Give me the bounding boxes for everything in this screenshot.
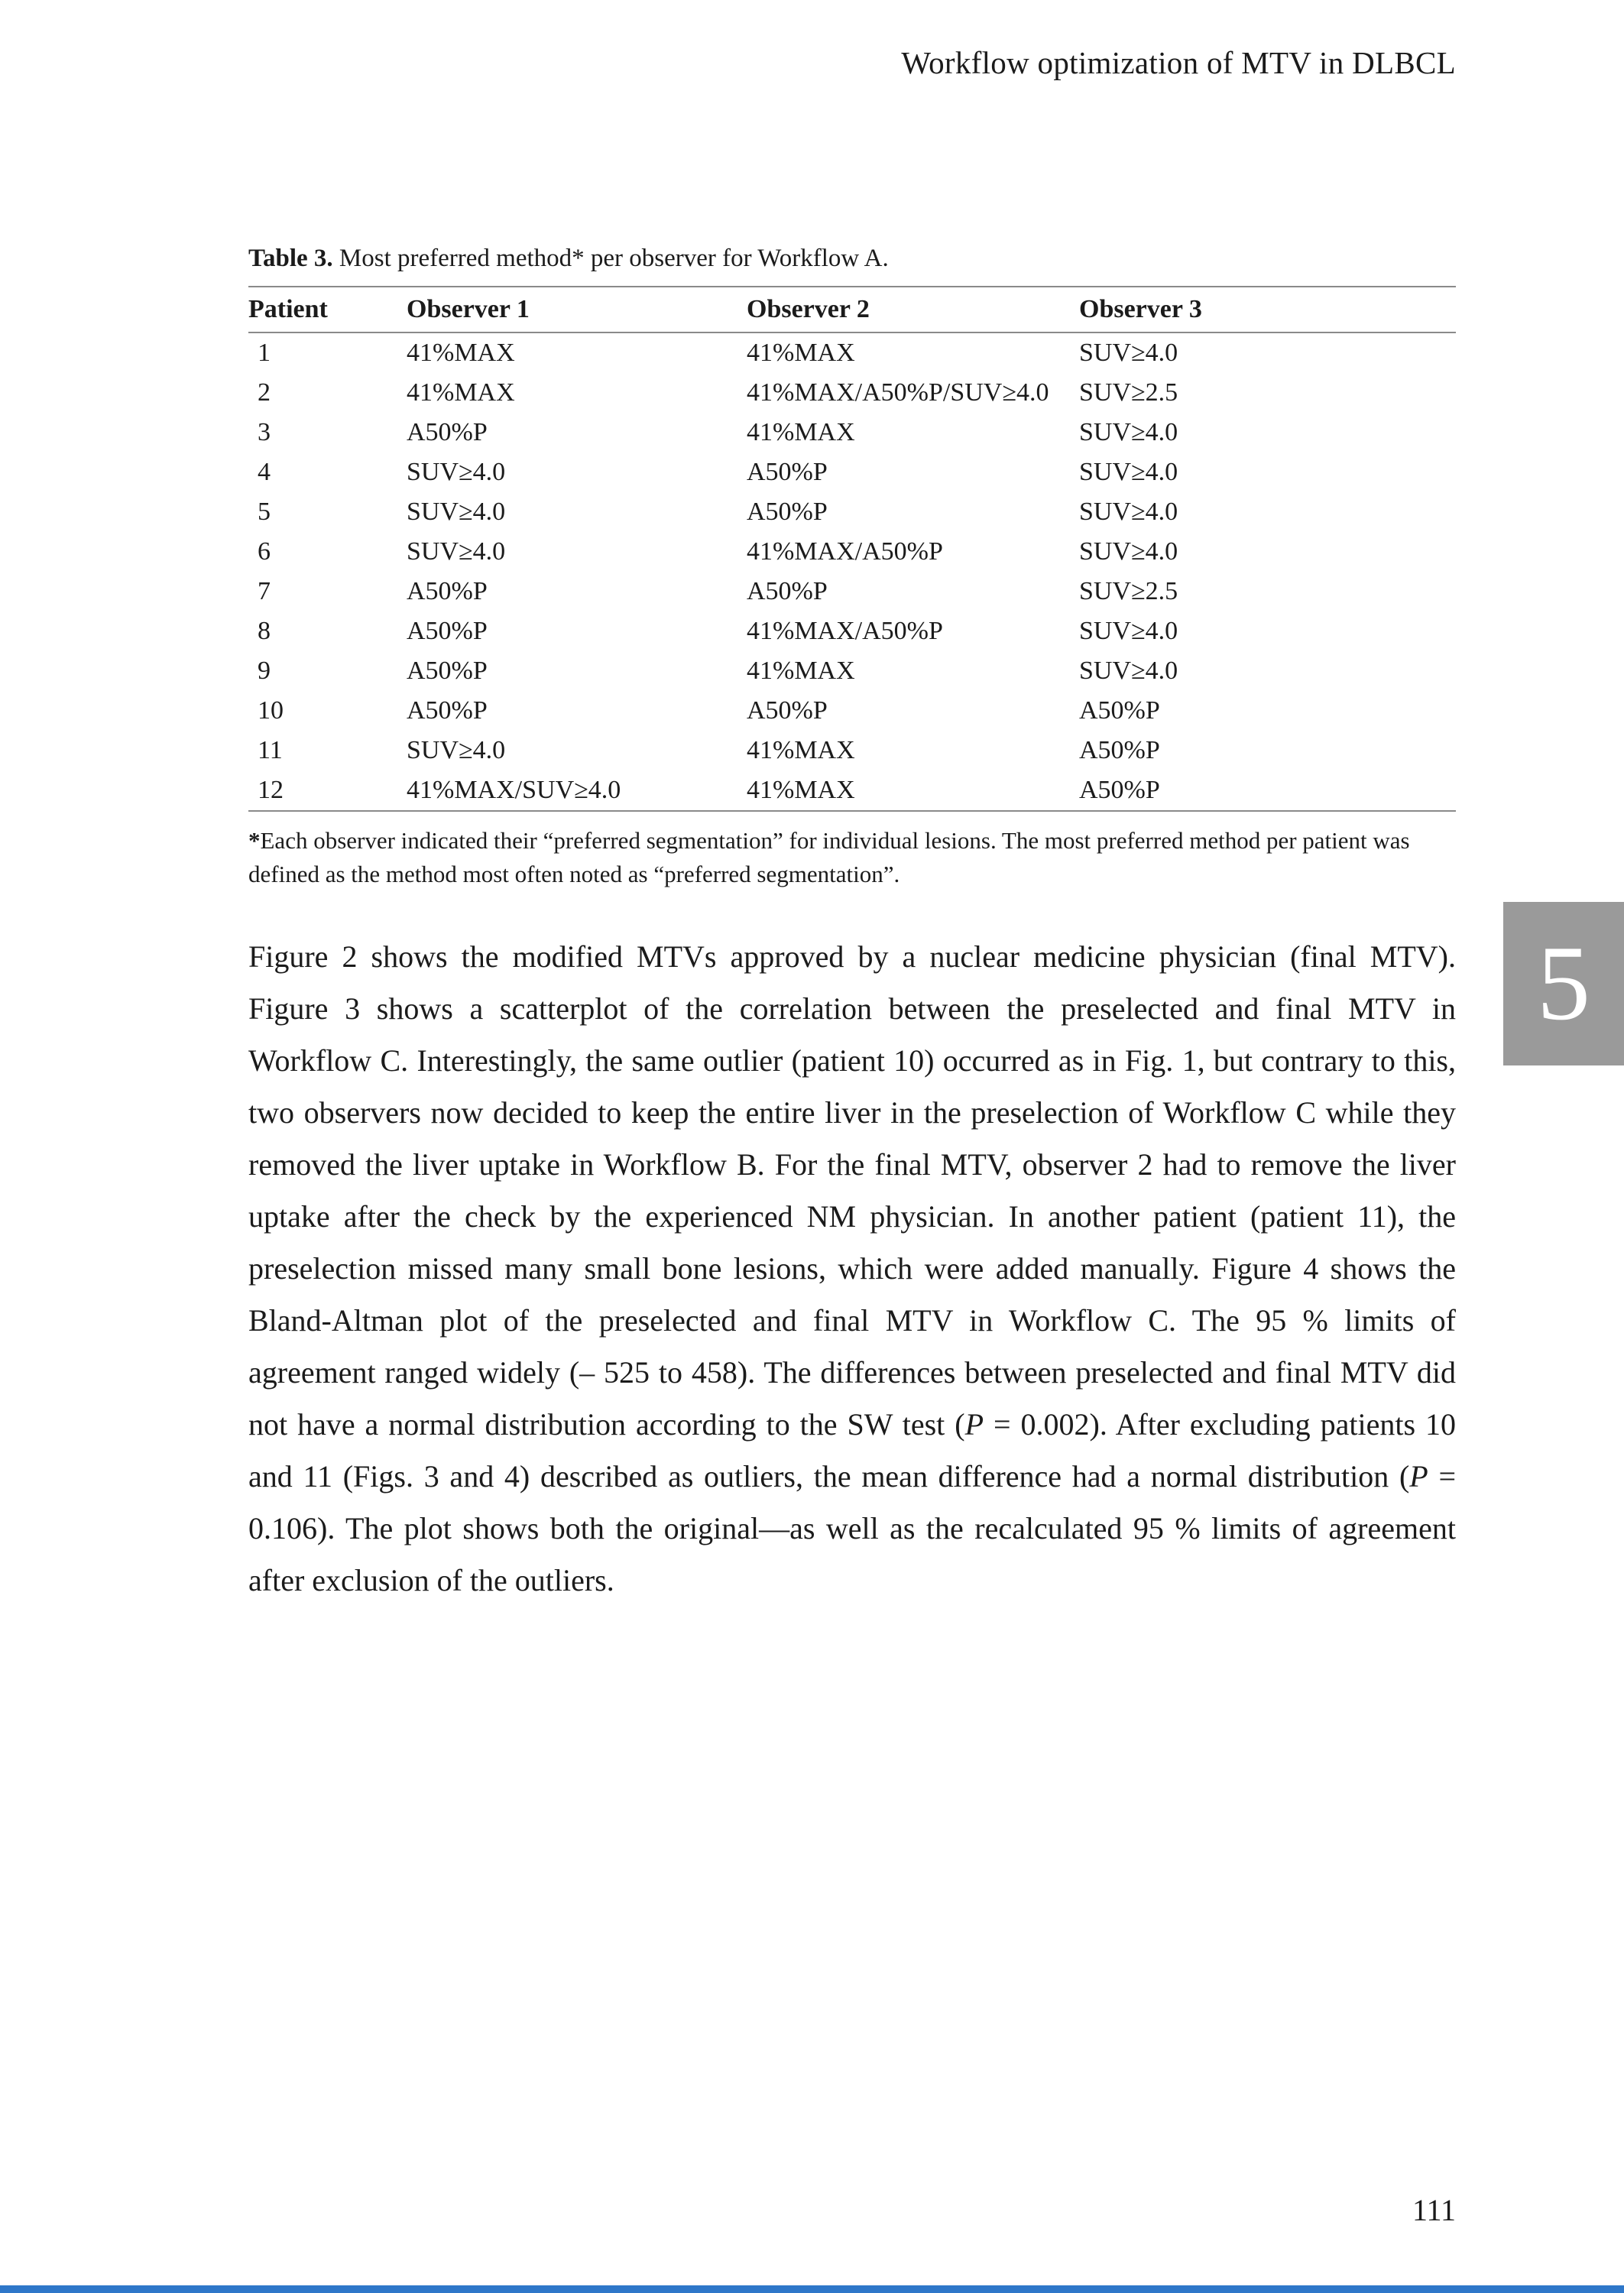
paragraph-text: = 0.002). After excluding patients 10 and 11 (Figs. 3 and 4) described as outliers, the mean difference had a normal distribution ( [248, 1407, 1457, 1494]
table-cell: 41%MAX/A50%P [747, 537, 943, 566]
table-cell: 6 [258, 537, 271, 566]
table-row [248, 413, 1456, 452]
table-row [248, 492, 1456, 532]
paragraph-text: = 0.106). The plot shows both the original—as well as the recalculated 95 % limits of agreement after exclusion of the outliers. [248, 1459, 1457, 1597]
table-row [248, 373, 1456, 413]
table-cell: SUV≥4.0 [1079, 458, 1178, 486]
table-cell: SUV≥4.0 [407, 537, 506, 566]
table-cell: 7 [258, 577, 271, 605]
table-cell: 11 [258, 736, 283, 764]
table-cell: 41%MAX [747, 776, 855, 804]
table-cell: 41%MAX/A50%P [747, 617, 943, 645]
running-header: Workflow optimization of MTV in DLBCL [901, 45, 1456, 80]
table-row [248, 532, 1456, 572]
table-cell: 41%MAX [747, 657, 855, 685]
table-cell: A50%P [1079, 736, 1160, 764]
column-header: Observer 3 [1079, 295, 1202, 323]
table-cell: SUV≥2.5 [1079, 378, 1178, 407]
italic-text: P [1409, 1459, 1428, 1494]
table-cell: 8 [258, 617, 271, 645]
table-cell: SUV≥4.0 [1079, 537, 1178, 566]
column-header: Patient [248, 295, 328, 323]
table-cell: A50%P [747, 696, 828, 725]
table-row [248, 651, 1456, 691]
table-cell: 41%MAX [407, 339, 515, 367]
page-number: 111 [1412, 2193, 1456, 2227]
table-row [248, 332, 1456, 373]
footnote-marker: * [248, 827, 261, 854]
table-cell: 3 [258, 418, 271, 446]
table-row [248, 770, 1456, 811]
table-cell: SUV≥4.0 [407, 458, 506, 486]
table-cell: SUV≥4.0 [1079, 418, 1178, 446]
table-cell: SUV≥4.0 [1079, 498, 1178, 526]
table-cell: 4 [258, 458, 271, 486]
table-cell: SUV≥4.0 [1079, 617, 1178, 645]
table-cell: 5 [258, 498, 271, 526]
table3-block [248, 242, 1456, 891]
bottom-edge-bar [0, 2285, 1624, 2293]
table-cell: 2 [258, 378, 271, 407]
table-cell: 41%MAX [747, 339, 855, 367]
table-caption [248, 242, 1456, 275]
table-cell: A50%P [407, 418, 488, 446]
table-cell: A50%P [407, 577, 488, 605]
table-cell: 41%MAX [407, 378, 515, 407]
table-cell: 41%MAX/SUV≥4.0 [407, 776, 621, 804]
table-cell: A50%P [1079, 776, 1160, 804]
table-cell: A50%P [407, 696, 488, 725]
table-cell: 12 [258, 776, 284, 804]
column-header: Observer 2 [747, 295, 870, 323]
table-cell: 9 [258, 657, 271, 685]
table-cell: SUV≥4.0 [407, 498, 506, 526]
table-cell: A50%P [1079, 696, 1160, 725]
preferred-method-table [248, 286, 1456, 812]
table-cell: A50%P [407, 657, 488, 685]
table-cell: SUV≥2.5 [1079, 577, 1178, 605]
table-cell: 10 [258, 696, 284, 725]
paragraph-text: Figure 2 shows the modified MTVs approved by a nuclear medicine physician (final MTV). Figure 3 shows a scatterplot of the correlation between the preselected and final MTV in Workflow C. Interestingly, the same outlier (patient 10) occurred as in Fig. 1, but contrary to this, two observers now decided to keep the entire liver in the preselection of Workflow C while they removed the liver uptake in Workflow B. For the final MTV, observer 2 had to remove the liver uptake after the check by the experienced NM physician. In another patient (patient 11), the preselection missed many small bone lesions, which were added manually. Figure 4 shows the Bland-Altman plot of the preselected and final MTV in Workflow C. The 95 % limits of agreement ranged widely (– 525 to 458). The differences between preselected and final MTV did not have a normal distribution according to the SW test ( [248, 939, 1456, 1442]
column-header: Observer 1 [407, 295, 530, 323]
table-cell: A50%P [747, 577, 828, 605]
table-caption-text: Most preferred method* per observer for Workflow A. [332, 245, 889, 272]
table-cell: SUV≥4.0 [1079, 339, 1178, 367]
table-cell: A50%P [747, 498, 828, 526]
table-row [248, 572, 1456, 611]
table-cell: 41%MAX [747, 418, 855, 446]
table-row [248, 691, 1456, 731]
chapter-number: 5 [1537, 924, 1590, 1043]
table-cell: A50%P [407, 617, 488, 645]
table-cell: 1 [258, 339, 271, 367]
italic-text: P [964, 1407, 984, 1442]
table-cell: SUV≥4.0 [1079, 657, 1178, 685]
footnote-text: Each observer indicated their “preferred segmentation” for individual lesions. The most preferred method per patient was defined as the method most often noted as “preferred segmentation”. [248, 827, 1410, 887]
table-cell: A50%P [747, 458, 828, 486]
table-caption-label: Table 3. [248, 245, 333, 272]
table-row [248, 731, 1456, 770]
table-cell: 41%MAX/A50%P/SUV≥4.0 [747, 378, 1049, 407]
table-row [248, 611, 1456, 651]
chapter-tab [1503, 902, 1624, 1065]
table-row [248, 452, 1456, 492]
table-cell: SUV≥4.0 [407, 736, 506, 764]
table-footnote [248, 824, 1456, 891]
table-cell: 41%MAX [747, 736, 855, 764]
table-header-row [248, 287, 1456, 332]
body-paragraph [248, 931, 1456, 1607]
